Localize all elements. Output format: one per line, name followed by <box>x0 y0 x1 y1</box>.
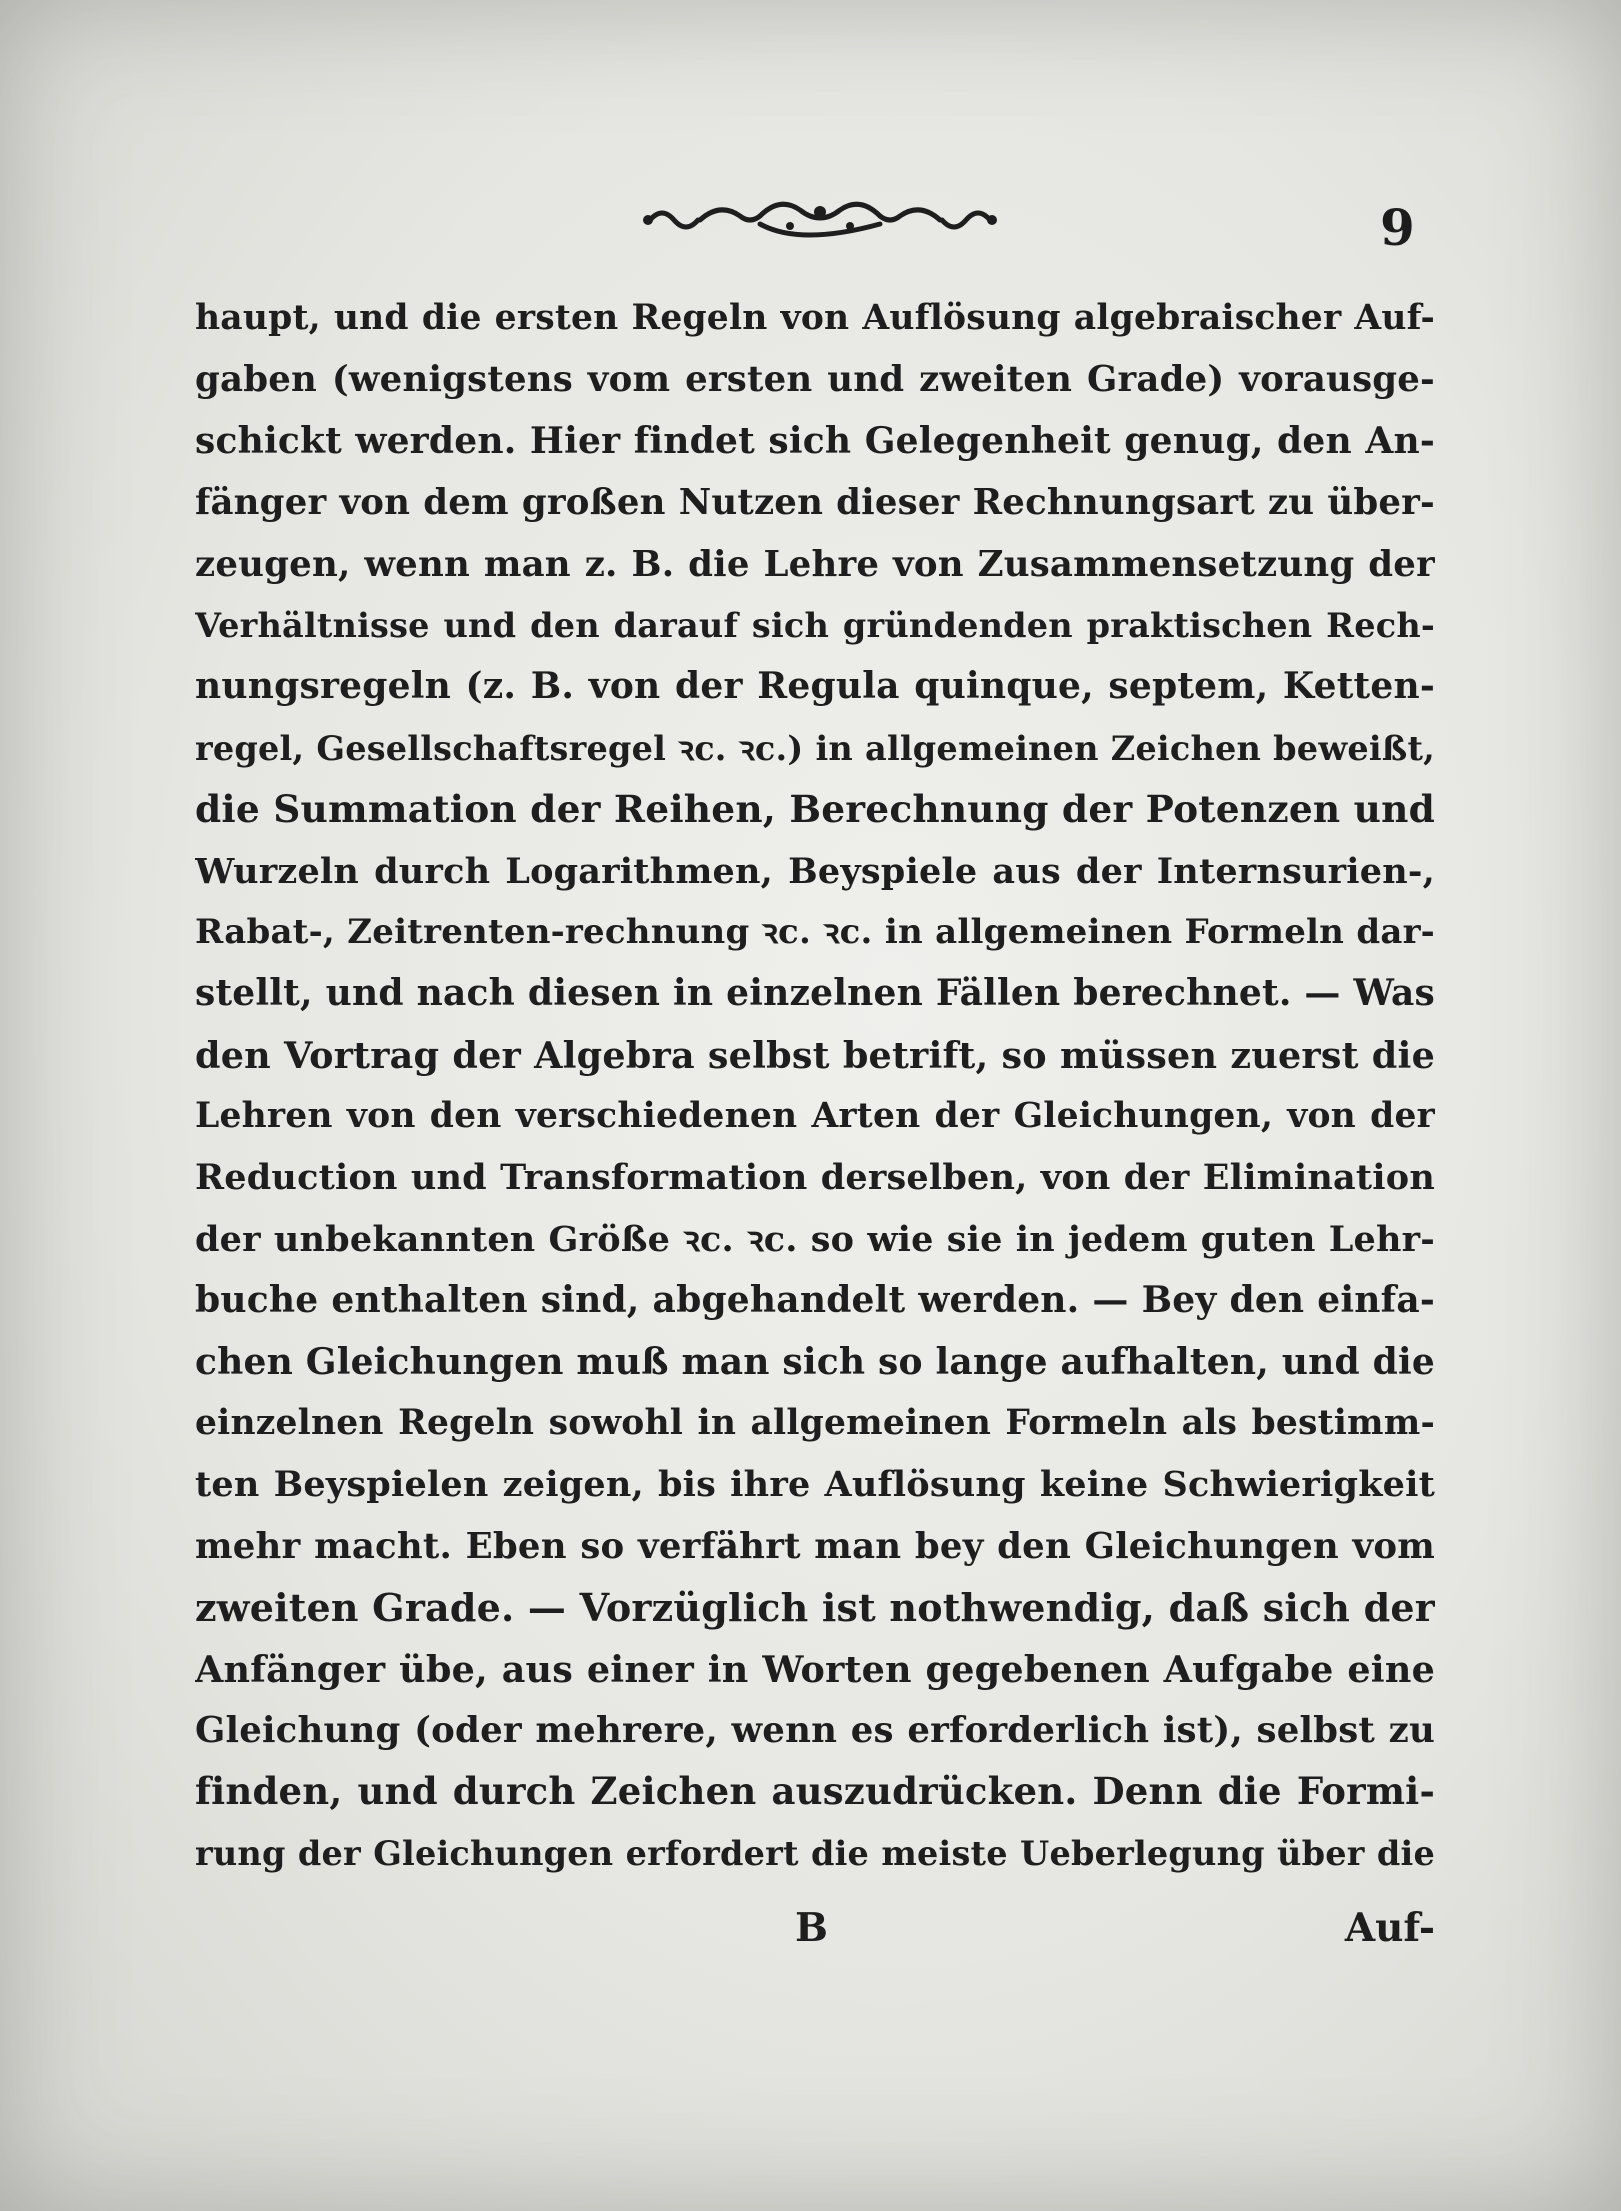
catchword: Auf- <box>1344 1905 1435 1951</box>
text-line: finden, und durch Zeichen auszudrücken. Denn die Formi- <box>195 1769 1435 1814</box>
text-line: den Vortrag der Algebra selbst betrift, so müssen zuerst die <box>195 1033 1435 1077</box>
text-line: nungsregeln (z. B. von der Regula quinque, septem, Ketten- <box>195 665 1435 708</box>
text-line: einzelnen Regeln sowohl in allgemeinen Formeln als bestimm- <box>195 1403 1435 1444</box>
body-text <box>195 288 1435 1884</box>
text-line: der unbekannten Größe ꝛc. ꝛc. so wie sie in jedem guten Lehr- <box>195 1218 1435 1260</box>
text-line: buche enthalten sind, abgehandelt werden. — Bey den einfa- <box>195 1279 1435 1322</box>
text-line: zeugen, wenn man z. B. die Lehre von Zusammensetzung der <box>195 543 1435 585</box>
text-line: regel, Gesellschaftsregel ꝛc. ꝛc.) in allgemeinen Zeichen beweißt, <box>195 728 1435 768</box>
text-line: zweiten Grade. — Vorzüglich ist nothwendig, daß sich der <box>195 1585 1435 1631</box>
text-line: rung der Gleichungen erfordert die meiste Ueberlegung über die <box>195 1833 1435 1873</box>
text-line: Reduction und Transformation derselben, von der Elimination <box>195 1157 1435 1199</box>
decorative-vignette-ornament-icon <box>640 190 1000 250</box>
text-line: ten Beyspielen zeigen, bis ihre Auflösung keine Schwierigkeit <box>195 1464 1435 1506</box>
page-number: 9 <box>1380 198 1415 257</box>
text-line: Anfänger übe, aus einer in Worten gegebenen Aufgabe eine <box>195 1647 1435 1691</box>
text-line: gaben (wenigstens vom ersten und zweiten Grade) vorausge- <box>195 359 1435 401</box>
text-line: Lehren von den verschiedenen Arten der Gleichungen, von der <box>195 1096 1435 1137</box>
text-line: mehr macht. Eben so verfährt man bey den Gleichungen vom <box>195 1525 1435 1567</box>
page-footer <box>195 1905 1435 1975</box>
text-line: haupt, und die ersten Regeln von Auflösung algebraischer Auf- <box>195 298 1435 338</box>
text-line: fänger von dem großen Nutzen dieser Rechnungsart zu über- <box>195 482 1435 524</box>
text-line: Rabat-, Zeitrenten-rechnung ꝛc. ꝛc. in allgemeinen Formeln dar- <box>195 911 1435 952</box>
text-line: chen Gleichungen muß man sich so lange aufhalten, und die <box>195 1340 1435 1383</box>
text-line: die Summation der Reihen, Berechnung der Potenzen und <box>195 787 1435 832</box>
text-line: Gleichung (oder mehrere, wenn es erforderlich ist), selbst zu <box>195 1709 1435 1751</box>
signature-mark: B <box>795 1905 828 1951</box>
text-line: stellt, und nach diesen in einzelnen Fällen berechnet. — Was <box>195 972 1435 1015</box>
text-line: Wurzeln durch Logarithmen, Beyspiele aus der Internsurien-, <box>195 850 1435 892</box>
text-line: schickt werden. Hier findet sich Gelegenheit genug, den An- <box>195 419 1435 462</box>
text-line: Verhältnisse und den darauf sich gründenden praktischen Rech- <box>195 605 1435 645</box>
